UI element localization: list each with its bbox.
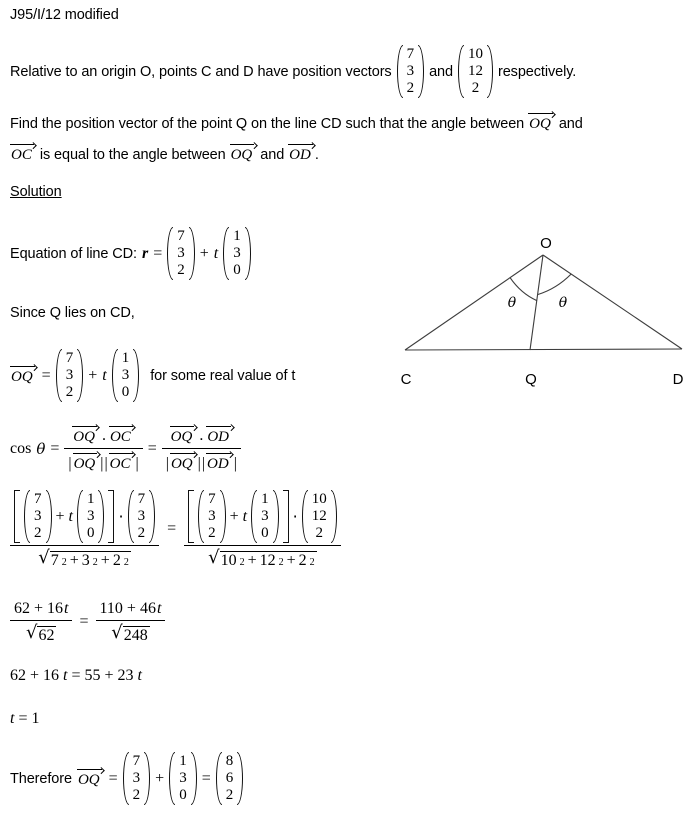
plus-sign: + bbox=[55, 507, 65, 525]
triangle-diagram bbox=[383, 220, 697, 390]
vector-component: 2 bbox=[315, 525, 323, 541]
angle-arc-right bbox=[538, 274, 572, 295]
eq-cd-label: Equation of line CD: bbox=[10, 245, 137, 262]
therefore-label: Therefore bbox=[10, 770, 72, 787]
vector-130 bbox=[251, 490, 279, 543]
dot-operator: ⋅ bbox=[118, 508, 124, 526]
right-bracket bbox=[108, 490, 114, 543]
vector-732 bbox=[123, 752, 151, 805]
diagram-label-d: D bbox=[672, 371, 684, 388]
vector-oq-arrow: OQ bbox=[230, 143, 257, 164]
vector-130 bbox=[77, 490, 105, 543]
radical-sign: √ bbox=[111, 622, 123, 643]
vector-component: 3 bbox=[233, 245, 241, 261]
abs-bar: | bbox=[201, 455, 206, 472]
vector-oc-arrow: OC bbox=[109, 452, 135, 473]
equals-sign: = bbox=[153, 244, 163, 262]
vector-component: 2 bbox=[177, 262, 185, 278]
vector-component: 2 bbox=[208, 525, 216, 541]
equals-sign: = bbox=[41, 366, 51, 384]
plus-sign: + bbox=[100, 551, 110, 569]
vector-c bbox=[397, 45, 425, 98]
radical-sign: √ bbox=[26, 622, 38, 643]
problem-statement bbox=[10, 112, 583, 174]
right-bracket bbox=[283, 490, 289, 543]
vector-component: 7 bbox=[137, 491, 146, 507]
parameter-t: t bbox=[10, 710, 15, 727]
fraction-248 bbox=[96, 599, 166, 645]
final-answer bbox=[10, 752, 243, 805]
vector-component: 3 bbox=[177, 245, 185, 261]
vector-component: 3 bbox=[179, 770, 187, 786]
vector-od-arrow: OD bbox=[288, 143, 315, 164]
left-bracket bbox=[188, 490, 194, 543]
vector-component: 0 bbox=[233, 262, 241, 278]
equals-sign: = bbox=[147, 439, 157, 457]
vector-732 bbox=[167, 227, 195, 280]
vector-component: 3 bbox=[86, 508, 95, 524]
equals-sign: = bbox=[167, 520, 177, 538]
vector-component: 7 bbox=[177, 228, 185, 244]
equation-line-cd bbox=[10, 227, 251, 280]
vector-component: 0 bbox=[179, 787, 187, 803]
vector-component: 2 bbox=[132, 787, 141, 803]
r-vector-symbol: r bbox=[141, 244, 149, 262]
radical-sign: √ bbox=[38, 547, 50, 568]
parameter-t: t bbox=[64, 600, 69, 617]
abs-bar: | bbox=[100, 455, 104, 472]
fraction-62 bbox=[10, 599, 72, 645]
equals-sign: = bbox=[108, 769, 118, 787]
vector-component: 1 bbox=[261, 491, 269, 507]
plus-sign: + bbox=[247, 551, 257, 569]
plus-sign: + bbox=[155, 769, 165, 787]
vector-component: 10 bbox=[467, 46, 483, 62]
vector-component: 1 bbox=[233, 228, 241, 244]
vector-component: 6 bbox=[225, 770, 234, 786]
problem-intro bbox=[10, 45, 576, 98]
numerator-text: 110 + 46 bbox=[99, 600, 156, 617]
parameter-t: t bbox=[242, 507, 248, 525]
sqrt-expression: √ 10 2 + 12 2 + 2 2 bbox=[208, 547, 315, 569]
vector-od-arrow: OD bbox=[206, 452, 233, 473]
vector-oq-arrow: OQ bbox=[170, 425, 197, 446]
parameter-t: t bbox=[156, 600, 162, 617]
radicand: 62 bbox=[38, 626, 55, 644]
vector-component: 7 bbox=[406, 46, 415, 62]
vector-10-12-2 bbox=[302, 490, 337, 543]
fraction-left bbox=[10, 489, 159, 570]
sqrt-62 bbox=[26, 624, 56, 645]
vector-component: 3 bbox=[208, 508, 216, 524]
sqrt-expression: √ 7 2 + 3 2 + 2 2 bbox=[38, 547, 129, 569]
vector-732 bbox=[198, 490, 226, 543]
parameter-t: t bbox=[213, 244, 219, 262]
vector-component: 2 bbox=[471, 80, 480, 96]
vector-component: 2 bbox=[225, 787, 234, 803]
cos-label: cos bbox=[10, 439, 32, 457]
vector-component: 3 bbox=[34, 508, 42, 524]
vector-oc-arrow: OC bbox=[10, 143, 36, 164]
vector-component: 12 bbox=[467, 63, 483, 79]
vector-component: 7 bbox=[65, 350, 74, 366]
abs-bar: | bbox=[165, 455, 169, 472]
equals-sign: = bbox=[201, 769, 211, 787]
vector-component: 1 bbox=[86, 491, 95, 507]
vector-answer-862 bbox=[216, 752, 244, 805]
find-period: . bbox=[314, 147, 319, 163]
sq-base: 12 bbox=[259, 551, 276, 569]
vector-component: 7 bbox=[34, 491, 42, 507]
vector-130 bbox=[223, 227, 251, 280]
problem-line-2 bbox=[10, 143, 583, 164]
vector-component: 8 bbox=[225, 753, 234, 769]
numerator-text: 62 + 16 bbox=[14, 600, 64, 617]
vector-732 bbox=[56, 349, 84, 402]
vector-oc-arrow: OC bbox=[109, 425, 135, 446]
simplified-fraction-equation bbox=[10, 599, 165, 645]
plus-sign: + bbox=[88, 366, 98, 384]
vector-component: 12 bbox=[311, 508, 327, 524]
find-and-1: and bbox=[558, 116, 583, 132]
solution-heading: Solution bbox=[10, 184, 62, 200]
sqrt-248 bbox=[111, 624, 149, 645]
abs-bar: | bbox=[197, 455, 201, 472]
fraction-oq-oc bbox=[64, 424, 142, 473]
since-text: Since Q lies on CD, bbox=[10, 305, 135, 321]
vector-component: 1 bbox=[179, 753, 187, 769]
plus-sign: + bbox=[69, 551, 79, 569]
diagram-label-c: C bbox=[400, 371, 412, 388]
intro-and: and bbox=[429, 63, 453, 80]
line-cd bbox=[405, 349, 682, 350]
vector-component: 7 bbox=[132, 753, 141, 769]
vector-component: 2 bbox=[34, 525, 42, 541]
page-title: J95/I/12 modified bbox=[10, 7, 119, 23]
sq-base: 10 bbox=[220, 551, 237, 569]
left-bracket bbox=[14, 490, 20, 543]
vector-od-arrow: OD bbox=[206, 425, 233, 446]
fraction-oq-od bbox=[162, 424, 241, 473]
equals-sign: = bbox=[50, 439, 60, 457]
radical-sign: √ bbox=[208, 547, 220, 568]
vector-732 bbox=[128, 490, 156, 543]
parameter-t: t bbox=[63, 667, 68, 684]
for-some-note: for some real value of t bbox=[150, 367, 296, 384]
abs-bar: | bbox=[135, 455, 139, 472]
vector-component: 3 bbox=[406, 63, 415, 79]
abs-bar: | bbox=[68, 455, 72, 472]
vector-component: 3 bbox=[261, 508, 269, 524]
sq-base: 2 bbox=[112, 551, 121, 569]
parameter-t: t bbox=[137, 667, 142, 684]
vector-component: 2 bbox=[65, 384, 74, 400]
intro-text-post: respectively. bbox=[497, 63, 577, 80]
sq-base: 3 bbox=[81, 551, 90, 569]
radicand: 248 bbox=[123, 626, 148, 644]
dot-operator: . bbox=[199, 426, 204, 444]
vector-oq-arrow: OQ bbox=[10, 365, 37, 386]
equals-sign: = bbox=[79, 612, 89, 630]
linear-equation bbox=[10, 667, 142, 685]
diagram-theta-left: θ bbox=[507, 295, 517, 311]
parameter-t: t bbox=[68, 507, 73, 525]
plus-sign: + bbox=[286, 551, 296, 569]
parameter-t: t bbox=[102, 366, 107, 384]
vector-oq-arrow: OQ bbox=[170, 452, 197, 473]
vector-732 bbox=[24, 490, 52, 543]
vector-130 bbox=[169, 752, 197, 805]
vector-component: 7 bbox=[208, 491, 216, 507]
vector-oq-arrow: OQ bbox=[528, 112, 555, 133]
dot-operator: ⋅ bbox=[292, 508, 298, 526]
vector-component: 0 bbox=[86, 525, 95, 541]
find-and-2: and bbox=[260, 147, 285, 163]
cos-theta-equation bbox=[10, 424, 241, 473]
dot-operator: . bbox=[101, 426, 106, 444]
sq-base: 7 bbox=[50, 551, 59, 569]
diagram-theta-right: θ bbox=[558, 295, 568, 311]
vector-d bbox=[458, 45, 493, 98]
fraction-right bbox=[184, 489, 341, 570]
vector-oq-arrow: OQ bbox=[77, 768, 104, 789]
vector-130 bbox=[112, 349, 140, 402]
linear-left: 62 + 16 bbox=[10, 667, 60, 684]
theta-symbol: θ bbox=[36, 439, 46, 458]
vector-component: 2 bbox=[406, 80, 415, 96]
diagram-label-q: Q bbox=[525, 371, 537, 388]
substituted-equation bbox=[10, 489, 341, 570]
line-oq bbox=[530, 255, 543, 350]
abs-bar: | bbox=[104, 455, 108, 472]
vector-oq-arrow: OQ bbox=[72, 425, 99, 446]
line-co bbox=[405, 255, 543, 350]
vector-component: 3 bbox=[121, 367, 130, 383]
sq-base: 2 bbox=[298, 551, 307, 569]
vector-oq-arrow: OQ bbox=[73, 452, 100, 473]
intro-text-pre: Relative to an origin O, points C and D have position vectors bbox=[10, 63, 392, 80]
find-text-mid: is equal to the angle between bbox=[39, 147, 226, 163]
vector-component: 10 bbox=[311, 491, 327, 507]
abs-bar: | bbox=[233, 455, 237, 472]
find-text-pre: Find the position vector of the point Q on the line CD such that the angle between bbox=[10, 116, 525, 132]
t-result-value: = 1 bbox=[18, 710, 40, 727]
problem-line-1 bbox=[10, 112, 583, 133]
plus-sign: + bbox=[199, 244, 209, 262]
vector-component: 3 bbox=[132, 770, 141, 786]
linear-right: = 55 + 23 bbox=[71, 667, 134, 684]
vector-component: 3 bbox=[137, 508, 146, 524]
vector-component: 0 bbox=[121, 384, 130, 400]
t-result-equation bbox=[10, 710, 39, 728]
vector-component: 0 bbox=[261, 525, 269, 541]
vector-component: 2 bbox=[137, 525, 146, 541]
oq-equation bbox=[10, 349, 295, 402]
diagram-label-o: O bbox=[540, 235, 552, 252]
vector-component: 3 bbox=[65, 367, 74, 383]
plus-sign: + bbox=[229, 507, 239, 525]
vector-component: 1 bbox=[121, 350, 130, 366]
